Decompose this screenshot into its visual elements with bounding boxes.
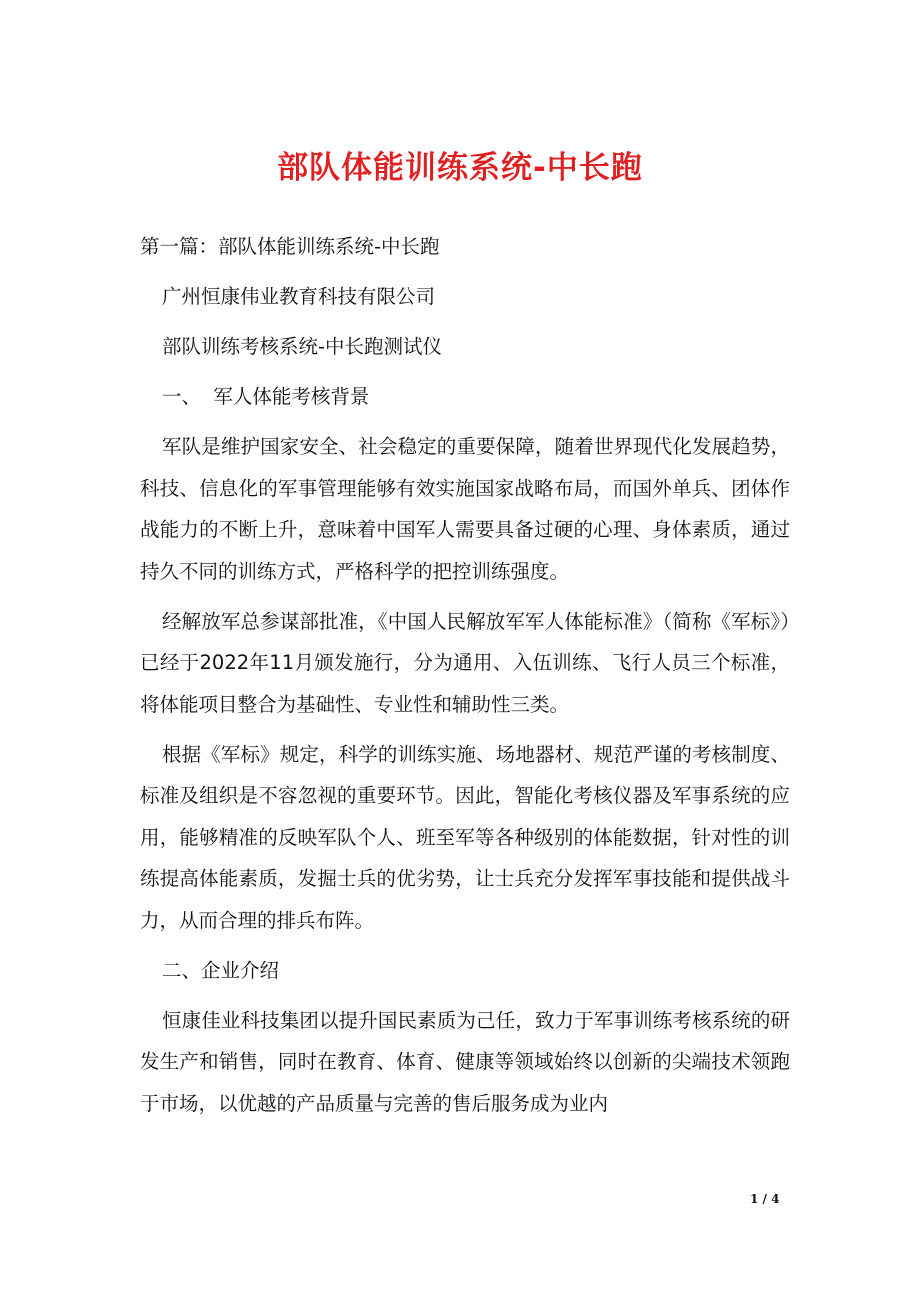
page-number: 1 / 4 (750, 1192, 780, 1206)
section-heading-company: 二、企业介绍 (162, 958, 280, 982)
company-name: 广州恒康伟业教育科技有限公司 (162, 285, 436, 308)
document-title: 部队体能训练系统-中长跑 (277, 150, 643, 186)
paragraph-company-intro: 恒康佳业科技集团以提升国民素质为己任，致力于军事训练考核系统的研发生产和销售，同时在教育、体育、健康等领域始终以创新的尖端技术领跑于市场，以优越的产品质量与完善的售后服务成为业内 (140, 1008, 790, 1115)
paragraph-standard: 经解放军总参谋部批准，《中国人民解放军军人体能标准》（简称《军标》）已经于2022年11月颁发施行，分为通用、入伍训练、飞行人员三个标准，将体能项目整合为基础性、专业性和辅助性三类。 (140, 609, 790, 716)
document-body (140, 226, 790, 1124)
paragraph-regulation: 根据《军标》规定，科学的训练实施、场地器材、规范严谨的考核制度、标准及组织是不容忽视的重要环节。因此，智能化考核仪器及军事系统的应用，能够精准的反映军队个人、班至军等各种级别的体能数据，针对性的训练提高体能素质，发掘士兵的优劣势，让士兵充分发挥军事技能和提供战斗力，从而合理的排兵布阵。 (140, 742, 790, 932)
paragraph-military: 军队是维护国家安全、社会稳定的重要保障，随着世界现代化发展趋势，科技、信息化的军事管理能够有效实施国家战略布局，而国外单兵、团体作战能力的不断上升，意味着中国军人需要具备过硬的心理、身体素质，通过持久不同的训练方式，严格科学的把控训练强度。 (140, 435, 790, 583)
section-heading-background: 一、 军人体能考核背景 (162, 385, 370, 408)
product-name: 部队训练考核系统-中长跑测试仪 (162, 335, 443, 358)
chapter-heading: 第一篇：部队体能训练系统-中长跑 (140, 235, 440, 258)
